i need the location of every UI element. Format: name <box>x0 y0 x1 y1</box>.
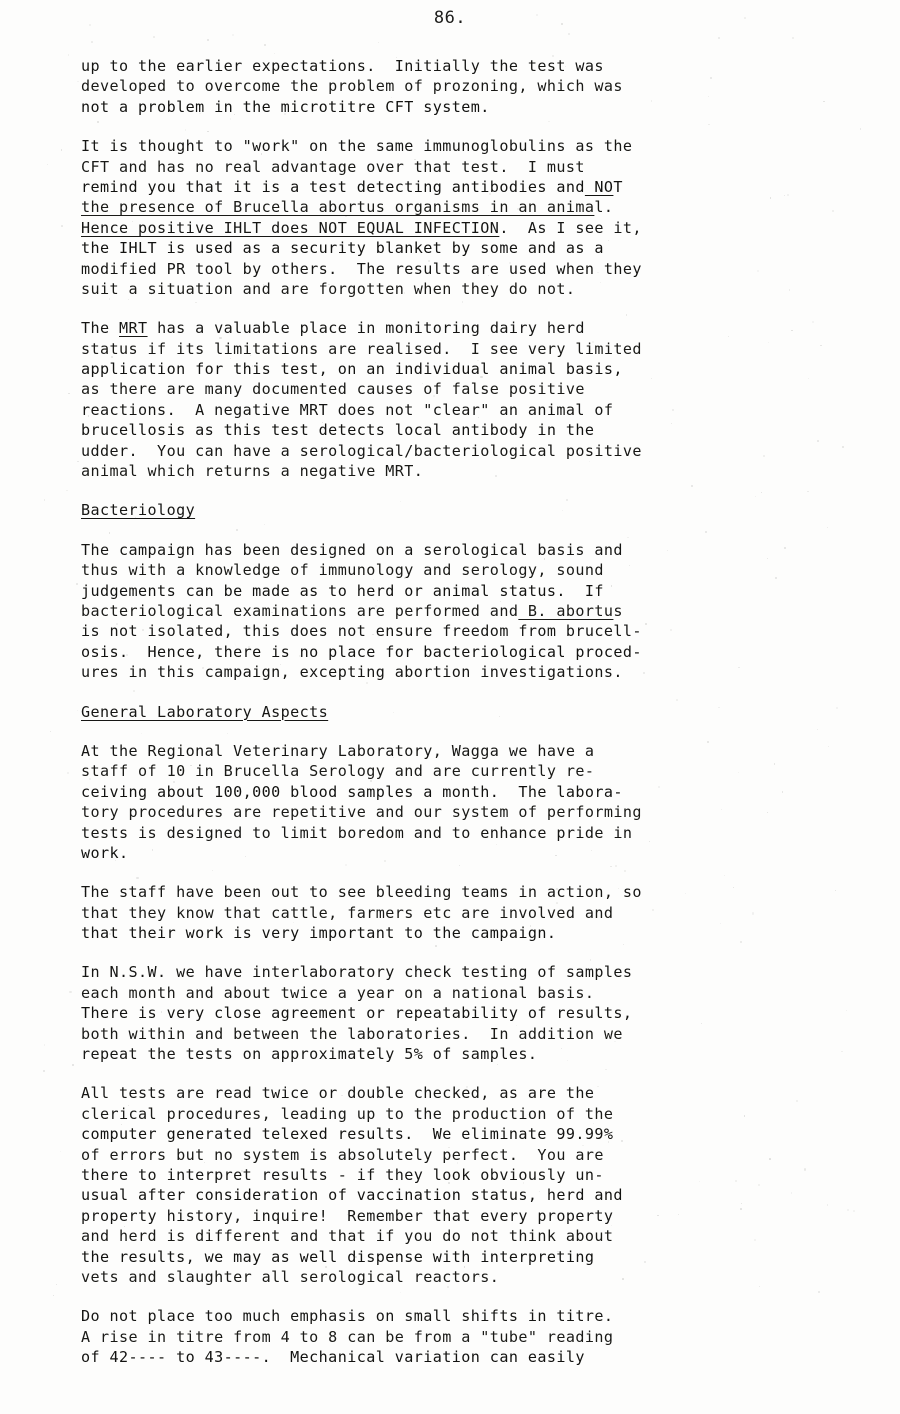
paragraph-titre-shifts <box>81 1306 781 1367</box>
paragraph-mrt <box>81 318 781 481</box>
underlined-text: NO <box>584 177 614 196</box>
paragraph-interlaboratory-testing <box>81 962 781 1064</box>
text-line: that their work is very important to the campaign. <box>81 924 557 943</box>
text-line: the presence of Brucella abortus organisms in an animal. <box>81 198 614 217</box>
text-line: application for this test, on an individual animal basis, <box>81 360 623 379</box>
paragraph-staff-bleeding-teams <box>81 882 781 943</box>
text-line: The campaign has been designed on a serological basis and <box>81 540 623 559</box>
paragraph-bacteriology <box>81 540 781 683</box>
underlined-text: the presence of Brucella abortus organisms in an anima <box>81 198 595 217</box>
text-line: All tests are read twice or double checked, as are the <box>81 1084 595 1103</box>
heading-bacteriology <box>81 500 781 520</box>
text-line: A rise in titre from 4 to 8 can be from a "tube" reading <box>81 1327 614 1346</box>
text-line: usual after consideration of vaccination status, herd and <box>81 1186 623 1205</box>
text-line: there to interpret results - if they look obviously un- <box>81 1165 604 1184</box>
text-line: ceiving about 100,000 blood samples a month. The labora- <box>81 782 623 801</box>
text-line: as there are many documented causes of false positive <box>81 380 585 399</box>
text-line: and herd is different and that if you do not think about <box>81 1227 614 1246</box>
text-line: each month and about twice a year on a national basis. <box>81 983 595 1002</box>
text-line: thus with a knowledge of immunology and serology, sound <box>81 561 604 580</box>
text-line: osis. Hence, there is no place for bacteriological proced- <box>81 642 642 661</box>
text-line: clerical procedures, leading up to the production of the <box>81 1104 614 1123</box>
text-line: Do not place too much emphasis on small shifts in titre. <box>81 1307 614 1326</box>
text-line: work. <box>81 843 129 862</box>
text-line: modified PR tool by others. The results are used when they <box>81 259 642 278</box>
text-line: tests is designed to limit boredom and to enhance pride in <box>81 823 633 842</box>
text-line: reactions. A negative MRT does not "clear" an animal of <box>81 400 614 419</box>
text-line: developed to overcome the problem of prozoning, which was <box>81 77 623 96</box>
text-line: In N.S.W. we have interlaboratory check testing of samples <box>81 963 633 982</box>
text-line: bacteriological examinations are performed and B. abortus <box>81 601 623 620</box>
text-line: the IHLT is used as a security blanket by some and as a <box>81 239 604 258</box>
underlined-text: MRT <box>119 319 148 338</box>
text-line: that they know that cattle, farmers etc are involved and <box>81 903 614 922</box>
text-line: judgements can be made as to herd or animal status. If <box>81 581 604 600</box>
text-line: brucellosis as this test detects local antibody in the <box>81 421 595 440</box>
text-line: staff of 10 in Brucella Serology and are currently re- <box>81 762 595 781</box>
paragraph-double-checking <box>81 1083 781 1287</box>
text-line: Hence positive IHLT does NOT EQUAL INFECTION. As I see it, <box>81 218 642 237</box>
underlined-text: B. abortu <box>518 601 614 620</box>
text-line: repeat the tests on approximately 5% of samples. <box>81 1045 538 1064</box>
paragraph-prozoning <box>81 56 781 117</box>
text-line: It is thought to "work" on the same immunoglobulins as the <box>81 137 633 156</box>
paragraph-ihlt <box>81 136 781 299</box>
text-line: There is very close agreement or repeatability of results, <box>81 1004 633 1023</box>
page-number-value: 86. <box>433 8 467 28</box>
text-line: Bacteriology <box>81 501 196 520</box>
text-line: remind you that it is a test detecting antibodies and NOT <box>81 177 623 196</box>
text-line: General Laboratory Aspects <box>81 702 329 721</box>
text-line: is not isolated, this does not ensure freedom from brucell- <box>81 622 642 641</box>
text-line: of errors but no system is absolutely perfect. You are <box>81 1145 604 1164</box>
text-line: the results, we may as well dispense with interpreting <box>81 1247 595 1266</box>
text-line: up to the earlier expectations. Initially the test was <box>81 57 604 75</box>
text-line: property history, inquire! Remember that every property <box>81 1206 614 1225</box>
text-line: suit a situation and are forgotten when they do not. <box>81 279 576 298</box>
text-line: The staff have been out to see bleeding teams in action, so <box>81 883 642 902</box>
text-line: of 42---- to 43----. Mechanical variation can easily <box>81 1348 585 1367</box>
text-line: computer generated telexed results. We eliminate 99.99% <box>81 1125 614 1144</box>
text-line: both within and between the laboratories. In addition we <box>81 1024 623 1043</box>
page-number <box>0 8 900 28</box>
text-line: status if its limitations are realised. I see very limited <box>81 339 642 358</box>
text-line: tory procedures are repetitive and our system of performing <box>81 803 642 822</box>
text-line: udder. You can have a serological/bacteriological positive <box>81 441 642 460</box>
underlined-text: Hence positive IHLT does NOT EQUAL INFECTION <box>81 218 500 237</box>
paragraph-wagga-laboratory <box>81 741 781 863</box>
text-line: CFT and has no real advantage over that test. I must <box>81 157 585 176</box>
text-line: ures in this campaign, excepting abortion investigations. <box>81 663 623 682</box>
heading-general-laboratory-aspects <box>81 702 781 722</box>
text-line: The MRT has a valuable place in monitoring dairy herd <box>81 319 585 338</box>
document-body <box>81 56 781 1386</box>
text-line: not a problem in the microtitre CFT system. <box>81 97 490 116</box>
text-line: vets and slaughter all serological reactors. <box>81 1267 500 1286</box>
text-line: At the Regional Veterinary Laboratory, Wagga we have a <box>81 741 595 760</box>
text-line: animal which returns a negative MRT. <box>81 462 424 481</box>
